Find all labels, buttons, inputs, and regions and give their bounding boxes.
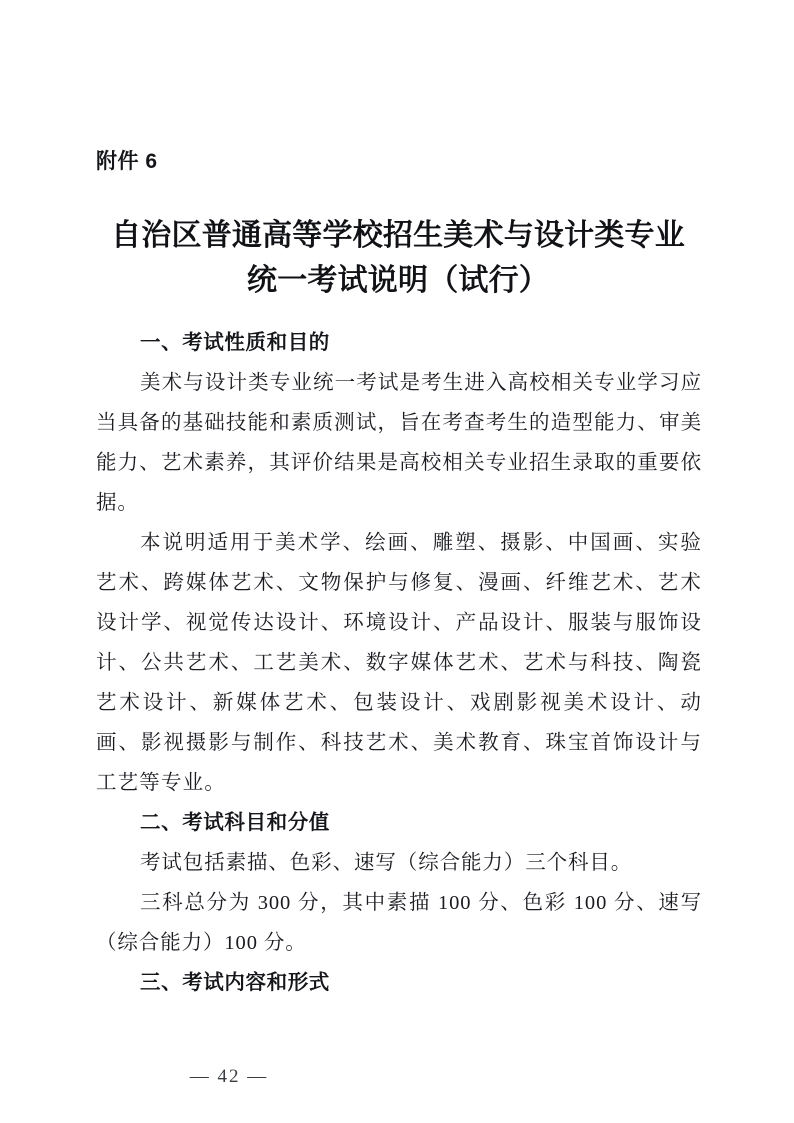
section-heading-3: 三、考试内容和形式: [140, 971, 330, 994]
page-title-line-2: 统一考试说明（试行）: [247, 264, 549, 297]
section-1-paragraph-1: 美术与设计类专业统一考试是考生进入高校相关专业学习应当具备的基础技能和素质测试，旨在考查考生的造型能力、审美能力、艺术素养，其评价结果是高校相关专业招生录取的重要依据。: [96, 372, 702, 514]
page-title-line-1: 自治区普通高等学校招生美术与设计类专业: [111, 219, 685, 252]
attachment-label: 附件 6: [96, 150, 158, 173]
page-footer: [0, 1066, 794, 1088]
page-title: [96, 213, 700, 303]
section-1-paragraph-2: 本说明适用于美术学、绘画、雕塑、摄影、中国画、实验艺术、跨媒体艺术、文物保护与修复、漫画、纤维艺术、艺术设计学、视觉传达设计、环境设计、产品设计、服装与服饰设计、公共艺术、工艺美术、数字媒体艺术、艺术与科技、陶瓷艺术设计、新媒体艺术、包装设计、戏剧影视美术设计、动画、影视摄影与制作、科技艺术、美术教育、珠宝首饰设计与工艺等专业。: [96, 532, 702, 794]
section-heading-1: 一、考试性质和目的: [140, 331, 330, 354]
page-number: — 42 —: [189, 1066, 269, 1087]
section-2-paragraph-1: 考试包括素描、色彩、速写（综合能力）三个科目。: [140, 852, 633, 874]
document-body: [96, 323, 702, 1003]
section-heading-2: 二、考试科目和分值: [140, 811, 330, 834]
section-2-paragraph-2: 三科总分为 300 分，其中素描 100 分、色彩 100 分、速写（综合能力）100 分。: [96, 892, 702, 954]
